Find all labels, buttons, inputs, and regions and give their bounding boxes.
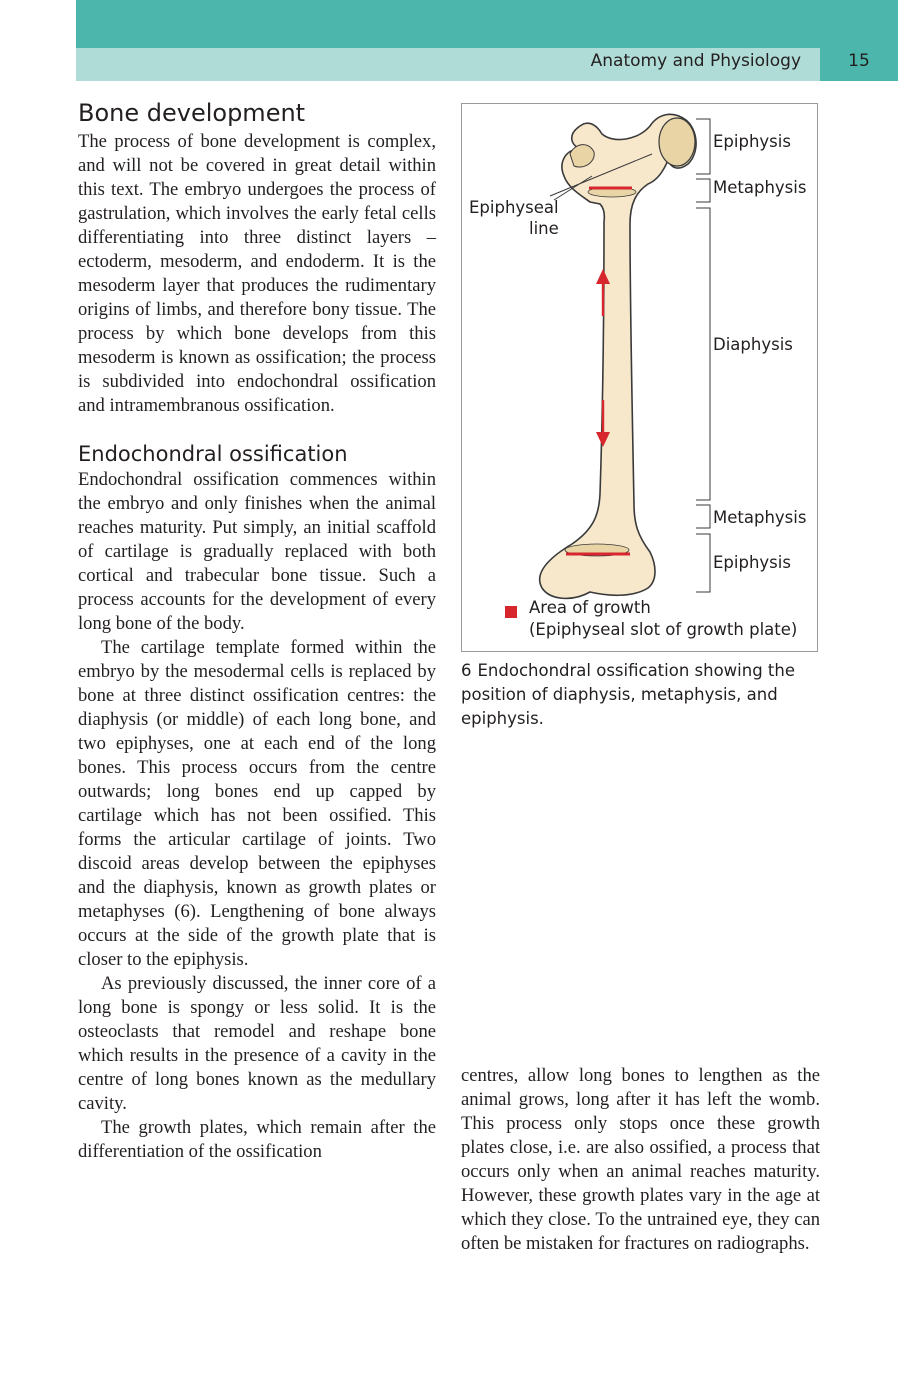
- bracket-metaphysis-bottom: [696, 505, 710, 528]
- label-metaphysis-bottom: Metaphysis: [713, 508, 807, 527]
- legend-label-1: Area of growth: [529, 598, 651, 617]
- caption-number: 6: [461, 661, 472, 680]
- running-head: Anatomy and Physiology: [590, 51, 801, 71]
- label-epiphysis-bottom: Epiphysis: [713, 553, 791, 572]
- paragraph-bone-development: The process of bone development is complex, and will not be covered in great detail within this text. The embryo undergoes the process of gastrulation, which involves the early fetal cells differentiating into three distinct layers – ectoderm, mesoderm, and endoderm. It is the mesoderm layer that produces the rudimentary origins of limbs, and therefore bony tissue. The process by which bone develops from this mesoderm is known as ossification; the process is subdivided into endochondral ossification and intramembranous ossification.: [78, 131, 436, 416]
- header-bar: [76, 0, 898, 48]
- left-column: [78, 96, 436, 1164]
- figure-6-box: [461, 103, 818, 652]
- bone-head: [659, 118, 695, 166]
- legend-swatch-growth: [505, 606, 517, 618]
- paragraph-endochondral-intro: Endochondral ossification commences within the embryo and only finishes when the animal reaches maturity. Put simply, an initial scaffold of cartilage is gradually replaced with both cortical and trabecular bone tissue. Such a process accounts for the development of every long bone of the body.: [78, 469, 436, 634]
- section-heading-bone-development: Bone development: [78, 99, 306, 127]
- bracket-epiphysis-top: [696, 119, 710, 174]
- legend-label-2: (Epiphyseal slot of growth plate): [529, 620, 798, 639]
- bracket-metaphysis-top: [696, 179, 710, 202]
- paragraph-cartilage-template: The cartilage template formed within the embryo by the mesodermal cells is replaced by bone at three distinct ossification centres: the diaphysis (or middle) of each long bone, and two epiphyses, one at each end of the long bones. This process occurs from the centre outwards; long bones end up capped by cartilage which has not been ossified. This forms the articular cartilage of joints. Two discoid areas develop between the epiphyses and the diaphysis, known as growth plates or metaphyses (6). Lengthening of bone always occurs at the side of the growth plate that is closer to the epiphysis.: [78, 637, 436, 970]
- label-epiphyseal-line-2: line: [529, 219, 559, 238]
- caption-text: Endochondral ossification showing the position of diaphysis, metaphysis, and epiphysis.: [461, 661, 796, 728]
- label-diaphysis: Diaphysis: [713, 335, 793, 354]
- paragraph-growth-plates-continued: centres, allow long bones to lengthen as the animal grows, long after it has left the womb. This process only stops once these growth plates close, i.e. are also ossified, a process that occurs only when an animal reaches maturity. However, these growth plates vary in the age at which they close. To the untrained eye, they can often be mistaken for fractures on radiographs.: [461, 1065, 820, 1254]
- label-metaphysis-top: Metaphysis: [713, 178, 807, 197]
- paragraph-growth-plates-start: The growth plates, which remain after the differentiation of the ossification: [78, 1117, 436, 1162]
- label-epiphysis-top: Epiphysis: [713, 132, 791, 151]
- figure-caption: [461, 659, 818, 731]
- label-epiphyseal-line-1: Epiphyseal: [469, 198, 559, 217]
- right-column-text: [461, 1064, 820, 1256]
- bracket-epiphysis-bottom: [696, 534, 710, 592]
- subsection-heading-endochondral: Endochondral ossification: [78, 442, 348, 466]
- paragraph-inner-core: As previously discussed, the inner core of a long bone is spongy or less solid. It is the osteoclasts that remodel and reshape bone which results in the presence of a cavity in the centre of long bones known as the medullary cavity.: [78, 973, 436, 1114]
- bracket-diaphysis: [696, 208, 710, 500]
- page-number: 15: [848, 51, 870, 71]
